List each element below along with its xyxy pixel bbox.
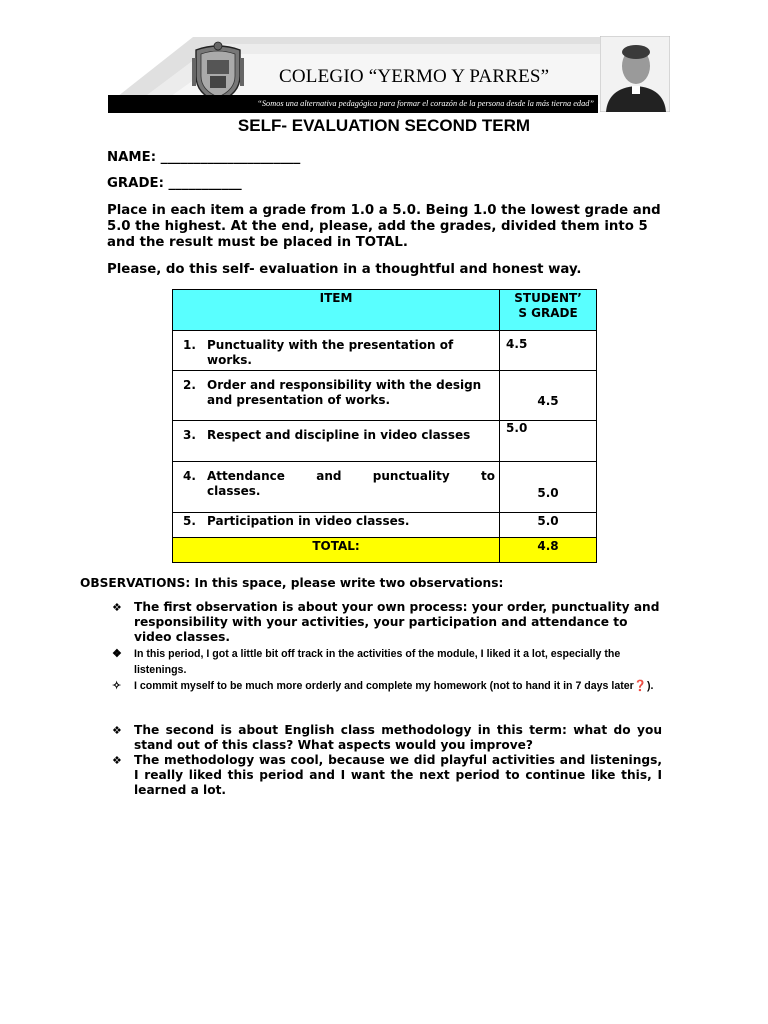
- row-grade[interactable]: 5.0: [537, 514, 559, 528]
- diamond-bullet-icon: ❖: [112, 754, 122, 767]
- row-number: 5.: [183, 514, 196, 528]
- founder-portrait-image: [600, 36, 670, 112]
- second-observation-prompt: ❖ The second is about English class methodology in this term: what do you stand out of this class? What aspects would you improve?: [112, 723, 662, 752]
- row-grade[interactable]: 5.0: [537, 486, 559, 500]
- page-title: SELF- EVALUATION SECOND TERM: [237, 116, 531, 135]
- table-row: [173, 462, 597, 513]
- diamond-bullet-icon: ❖: [112, 648, 122, 660]
- school-name: COLEGIO “YERMO Y PARRES”: [279, 66, 550, 87]
- school-tagline: “Somos una alternativa pedagógica para formar el corazón de la persona desde la más tierna edad”: [257, 99, 594, 108]
- first-observation-prompt: ❖ The first observation is about your own process: your order, punctuality and responsibility with your activities, your participation and attendance to video classes.: [112, 600, 660, 644]
- total-label: TOTAL:: [312, 539, 360, 553]
- honesty-note: Please, do this self- evaluation in a thoughtful and honest way.: [107, 262, 582, 277]
- row-item-text: Respect and discipline in video classes: [207, 428, 471, 442]
- row-number: 3.: [183, 428, 196, 442]
- grades-table: [172, 289, 597, 563]
- table-row: [173, 371, 597, 421]
- item-column-header: ITEM: [173, 290, 500, 331]
- observations-heading: OBSERVATIONS: In this space, please write two observations:: [80, 576, 504, 590]
- diamond-bullet-icon: ❖: [112, 724, 122, 737]
- row-grade[interactable]: 5.0: [506, 421, 528, 435]
- row-item-text-cont: classes.: [207, 484, 261, 498]
- grade-field[interactable]: GRADE: ___________: [107, 176, 242, 191]
- row-item-text: Order and responsibility with the design and presentation of works.: [207, 378, 482, 407]
- row-number: 1.: [183, 338, 196, 352]
- row-number: 4.: [183, 469, 196, 483]
- table-header-row: [173, 290, 597, 331]
- table-row: [173, 513, 597, 538]
- row-item-text: Attendance and punctuality to: [207, 469, 496, 483]
- observation-answer-2: ✧ I commit myself to be much more orderly and complete my homework (not to hand it in 7 days later❓).: [112, 680, 654, 692]
- row-grade[interactable]: 4.5: [506, 337, 528, 351]
- row-number: 2.: [183, 378, 196, 392]
- row-item-text: Punctuality with the presentation of works.: [207, 338, 454, 367]
- table-row: [173, 331, 597, 371]
- total-row: [173, 538, 597, 563]
- row-item-text: Participation in video classes.: [207, 514, 410, 528]
- diamond-bullet-icon: ❖: [112, 601, 122, 614]
- total-value[interactable]: 4.8: [537, 539, 559, 553]
- hollow-star-bullet-icon: ✧: [112, 680, 122, 692]
- name-field[interactable]: NAME: _____________________: [107, 150, 301, 165]
- observation-answer-1: ❖ In this period, I got a little bit off track in the activities of the module, I liked it a lot, especially the listenings.: [112, 648, 621, 676]
- grade-column-header: STUDENT’ S GRADE: [500, 290, 597, 331]
- table-row: [173, 421, 597, 462]
- row-grade[interactable]: 4.5: [537, 394, 559, 408]
- instructions-paragraph: Place in each item a grade from 1.0 a 5.0. Being 1.0 the lowest grade and 5.0 the highest. At the end, please, add the grades, divided them into 5 and the result must be placed in TOTAL.: [107, 203, 661, 250]
- observation-answer-3: ❖ The methodology was cool, because we did playful activities and listenings, I really liked this period and I want the next period to continue like this, I learned a lot.: [112, 753, 662, 797]
